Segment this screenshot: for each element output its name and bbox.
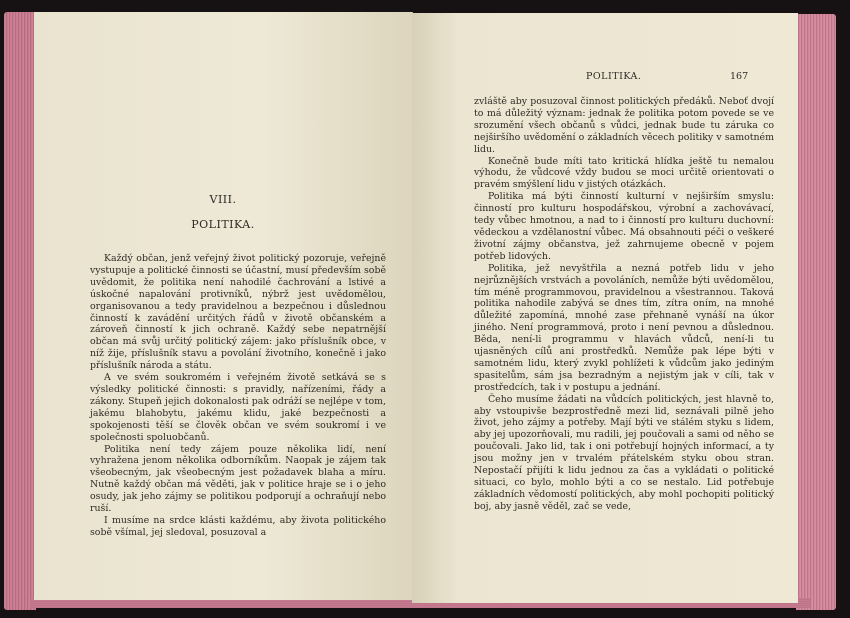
left-page (34, 12, 413, 600)
paragraph: A ve svém soukromém i veřejném životě setkává se s výsledky politické činnosti: s pravidly, nařízeními, řády a zákony. Stupeň jejich dokonalosti pak odráží se nejlépe v tom, jakému blahobytu, jakému klidu, jaké bezpečnosti a spokojenosti těší se člověk občan ve svém soukromí i ve společnosti spoluobčanů. (90, 372, 386, 443)
paragraph: Politika, jež nevyštřila a nezná potřeb lidu v jeho nejrůznějších vrstvách a povoláních, nemůže býti uvědomělou, tím méně programmovou, pravidelnou a všestrannou. Taková politika nahodile zabývá se dnes tím, zítra oním, na mnohé důležité zapomíná, mnohé zase přehnaně vynáší na úkor jiného. Není programmová, proto i není pevnou a důslednou. Běda, není-li programmu v hlavách vůdců, není-li tu ujasněných cílů ani prostředků. Nemůže pak lépe býti v samotném lidu, který zvykl pohlížeti k vůdcům jako jediným spasitelům, sám jsa bezradným a nejistým jak v cíli, tak v prostředcích, tak i v postupu a jednání. (474, 262, 774, 393)
chapter-title: POLITIKA. (191, 218, 255, 231)
page-number: 167 (730, 71, 749, 82)
paragraph: Každý občan, jenž veřejný život politický pozoruje, veřejně vystupuje a politické činnosti se účastní, musí především sobě uvědomit, že politika není nahodilé čachrování a lstivé a úskočné napalování protivníků, nýbrž jest uvědomělou, organisovanou a tedy pravidelnou a bezpečnou i důslednou činností k zavádění určitých řádů v životě občanském a zároveň činností k jich ochraně. Každý sebe nepatrnější občan má svůj určitý politický zájem: jako příslušník obce, v níž žije, příslušník stavu a povolání životního, konečně i jako příslušník národa a státu. (90, 253, 386, 372)
running-head: POLITIKA. (586, 71, 642, 82)
paragraph: Politika má býti činností kulturní v nejširším smyslu: činností pro kulturu hospodářskou, výrobní a zachovávací, tedy vůbec hmotnou, a nad to i činností pro kulturu duchovní: vědeckou a vzdělanostní vůbec. Má obsahnouti péči o veškeré životní zájmy občanstva, jež zahrnujeme obecně v pojem potřeb lidových. (474, 191, 774, 262)
right-page-body (474, 96, 774, 513)
paragraph: I musíme na srdce klásti každému, aby života politického sobě všímal, jej sledoval, posuzoval a (90, 514, 386, 538)
left-page-body (90, 253, 386, 539)
right-page-edges (796, 14, 836, 610)
paragraph-continued: zvláště aby posuzoval činnost politických předáků. Neboť dvojí to má důležitý význam: jednak že politika potom povede se ve srozumění všech občanů s vůdci, jednak bude tu záruka co nejširšího uvědomění o základních věcech politiky v samotném lidu. (474, 96, 774, 155)
chapter-number: VIII. (209, 193, 237, 206)
paragraph: Politika není tedy zájem pouze několika lidí, není vyhražena jenom několika odborníkům. Naopak je zájem tak všeobecným, jak všeobecným jest požadavek blaha a míru. Nutně každý občan má věděti, jak v politice hraje se i o jeho osudy, jak jeho zájmy se politikou podporují a ochraňují nebo ruší. (90, 443, 386, 515)
paragraph: Konečně bude míti tato kritická hlídka ještě tu nemalou výhodu, že vůdcové vždy budou se moci určitě orientovati o pravém smýšlení lidu v jistých otázkách. (474, 155, 774, 191)
paragraph: Čeho musíme žádati na vůdcích politických, jest hlavně to, aby vstoupivše bezprostředně mezi lid, seznávali pilně jeho život, jeho zájmy a potřeby. Mají býti ve stálém styku s lidem, aby jej upozorňovali, mu radili, jej poučovali a sami od něho se poučovali. Jako lid, tak i oni potřebují hojných informací, a ty jsou možny jen v trvalém přátelském styku obou stran. Nepostačí přijíti k lidu jednou za čas a vykládati o politické situaci, co bylo, mohlo býti a co se nestalo. Lid potřebuje základních vědomostí politických, aby mohl pochopiti politický boj, aby jasně věděl, zač se vede, (474, 393, 774, 512)
right-page (412, 13, 798, 603)
left-page-edges (4, 12, 36, 610)
